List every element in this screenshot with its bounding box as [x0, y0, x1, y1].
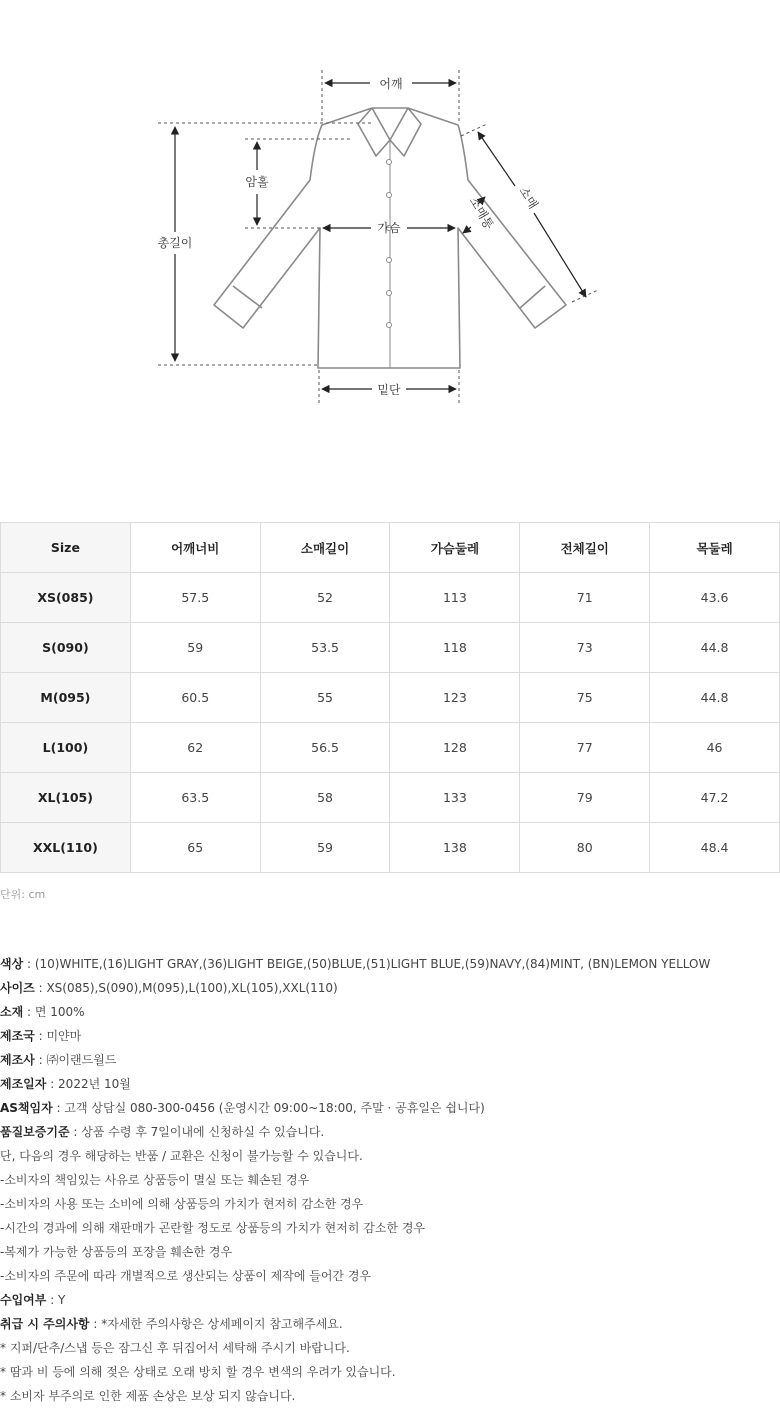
size-table-header-cell: Size [1, 523, 131, 573]
info-text: * 소비자 부주의로 인한 제품 손상은 보상 되지 않습니다. [0, 1389, 296, 1403]
table-row [1, 573, 780, 623]
info-line [0, 1120, 780, 1144]
size-cell: S(090) [1, 623, 131, 673]
measurement-cell: 59 [260, 823, 390, 873]
measurement-cell: 79 [520, 773, 650, 823]
info-text: ㈜이랜드월드 [46, 1053, 117, 1067]
measurement-cell: 48.4 [650, 823, 780, 873]
info-separator: : [89, 1317, 102, 1331]
size-table-header-cell: 가슴둘레 [390, 523, 520, 573]
info-text: 미얀마 [46, 1029, 82, 1043]
info-line [0, 1096, 780, 1120]
size-cell: M(095) [1, 673, 131, 723]
measurement-cell: 59 [130, 623, 260, 673]
info-line [0, 976, 780, 1000]
measurement-cell: 43.6 [650, 573, 780, 623]
info-line [0, 1000, 780, 1024]
info-line [0, 1264, 780, 1288]
info-text: -소비자의 사용 또는 소비에 의해 상품등의 가치가 현저히 감소한 경우 [0, 1197, 364, 1211]
info-label: 취급 시 주의사항 [0, 1317, 90, 1331]
info-separator: : [52, 1101, 65, 1115]
info-separator: : [69, 1125, 82, 1139]
product-info [0, 952, 780, 1408]
info-line [0, 1072, 780, 1096]
size-table-header-cell: 전체길이 [520, 523, 650, 573]
info-label: AS책임자 [0, 1101, 53, 1115]
measurement-cell: 53.5 [260, 623, 390, 673]
info-line [0, 1288, 780, 1312]
table-row [1, 673, 780, 723]
measurement-cell: 138 [390, 823, 520, 873]
table-row [1, 623, 780, 673]
info-line [0, 1240, 780, 1264]
hem-label: 밑단 [377, 383, 401, 397]
size-cell: L(100) [1, 723, 131, 773]
info-label: 제조일자 [0, 1077, 47, 1091]
table-row [1, 823, 780, 873]
measurement-cell: 62 [130, 723, 260, 773]
info-separator: : [34, 981, 47, 995]
info-label: 품질보증기준 [0, 1125, 70, 1139]
measurement-cell: 46 [650, 723, 780, 773]
info-line [0, 1168, 780, 1192]
info-separator: : [46, 1293, 59, 1307]
info-text: -시간의 경과에 의해 재판매가 곤란할 정도로 상품등의 가치가 현저히 감소한 경우 [0, 1221, 426, 1235]
info-text: *자세한 주의사항은 상세페이지 참고해주세요. [101, 1317, 343, 1331]
info-separator: : [23, 1005, 35, 1019]
info-line [0, 1360, 780, 1384]
measurement-cell: 44.8 [650, 673, 780, 723]
size-cell: XL(105) [1, 773, 131, 823]
shirt-measurement-diagram [0, 0, 780, 480]
info-text: 2022년 10월 [58, 1077, 131, 1091]
info-text: -소비자의 주문에 따라 개별적으로 생산되는 상품이 제작에 들어간 경우 [0, 1269, 372, 1283]
info-text: 상품 수령 후 7일이내에 신청하실 수 있습니다. [81, 1125, 325, 1139]
sleeve-width-label: 소매통 [466, 194, 497, 232]
measurement-cell: 63.5 [130, 773, 260, 823]
size-table-body [1, 573, 780, 873]
info-text: * 지퍼/단추/스냅 등은 잠그신 후 뒤집어서 세탁해 주시기 바랍니다. [0, 1341, 350, 1355]
measurement-cell: 80 [520, 823, 650, 873]
size-cell: XXL(110) [1, 823, 131, 873]
measurement-cell: 77 [520, 723, 650, 773]
total-length-label: 총길이 [157, 236, 193, 250]
measurement-cell: 133 [390, 773, 520, 823]
measurement-cell: 118 [390, 623, 520, 673]
info-separator: : [34, 1029, 47, 1043]
info-line [0, 1216, 780, 1240]
info-text: 단, 다음의 경우 해당하는 반품 / 교환은 신청이 불가능할 수 있습니다. [0, 1149, 363, 1163]
table-row [1, 723, 780, 773]
table-row [1, 773, 780, 823]
info-text: -소비자의 책임있는 사유로 상품등이 멸실 또는 훼손된 경우 [0, 1173, 310, 1187]
measurement-cell: 47.2 [650, 773, 780, 823]
info-separator: : [23, 957, 35, 971]
measurement-cell: 65 [130, 823, 260, 873]
size-table-header-cell: 목둘레 [650, 523, 780, 573]
info-line [0, 1048, 780, 1072]
info-label: 색상 [0, 957, 24, 971]
info-label: 제조사 [0, 1053, 35, 1067]
armhole-label: 암홀 [245, 175, 269, 189]
unit-note: 단위: cm [0, 888, 46, 901]
info-label: 수입여부 [0, 1293, 47, 1307]
measurement-cell: 73 [520, 623, 650, 673]
measurement-cell: 113 [390, 573, 520, 623]
info-line [0, 1384, 780, 1408]
size-cell: XS(085) [1, 573, 131, 623]
info-separator: : [34, 1053, 47, 1067]
info-text: * 땀과 비 등에 의해 젖은 상태로 오래 방치 할 경우 변색의 우려가 있습니다. [0, 1365, 396, 1379]
sleeve-label: 소매 [516, 184, 541, 212]
shoulder-label: 어깨 [379, 77, 403, 91]
info-line [0, 1336, 780, 1360]
info-label: 사이즈 [0, 981, 35, 995]
measurement-cell: 52 [260, 573, 390, 623]
info-text: Y [58, 1293, 66, 1307]
measurement-cell: 123 [390, 673, 520, 723]
info-text: (10)WHITE,(16)LIGHT GRAY,(36)LIGHT BEIGE,(50)BLUE,(51)LIGHT BLUE,(59)NAVY,(84)MINT, (BN)LEMON YELLOW [34, 957, 711, 971]
info-line [0, 1024, 780, 1048]
measurement-cell: 44.8 [650, 623, 780, 673]
measurement-cell: 56.5 [260, 723, 390, 773]
measurement-cell: 55 [260, 673, 390, 723]
info-label: 소재 [0, 1005, 24, 1019]
measurement-cell: 58 [260, 773, 390, 823]
info-line [0, 1192, 780, 1216]
info-text: 고객 상담실 080-300-0456 (운영시간 09:00~18:00, 주말 · 공휴일은 쉽니다) [64, 1101, 485, 1115]
size-table-header [1, 523, 780, 573]
info-line [0, 1312, 780, 1336]
chest-label: 가슴 [377, 221, 401, 235]
size-table [0, 522, 780, 873]
info-label: 제조국 [0, 1029, 35, 1043]
measurement-cell: 71 [520, 573, 650, 623]
info-separator: : [46, 1077, 59, 1091]
info-line [0, 1144, 780, 1168]
sleeve-arrow [478, 132, 515, 186]
size-table-header-cell: 어깨너비 [130, 523, 260, 573]
shirt-illustration [214, 108, 566, 368]
info-line [0, 952, 780, 976]
measurement-cell: 60.5 [130, 673, 260, 723]
info-text: XS(085),S(090),M(095),L(100),XL(105),XXL(110) [46, 981, 338, 995]
info-text: -복제가 가능한 상품등의 포장을 훼손한 경우 [0, 1245, 233, 1259]
info-text: 면 100% [34, 1005, 85, 1019]
measurement-cell: 75 [520, 673, 650, 723]
measurement-cell: 57.5 [130, 573, 260, 623]
size-table-header-cell: 소매길이 [260, 523, 390, 573]
measurement-cell: 128 [390, 723, 520, 773]
